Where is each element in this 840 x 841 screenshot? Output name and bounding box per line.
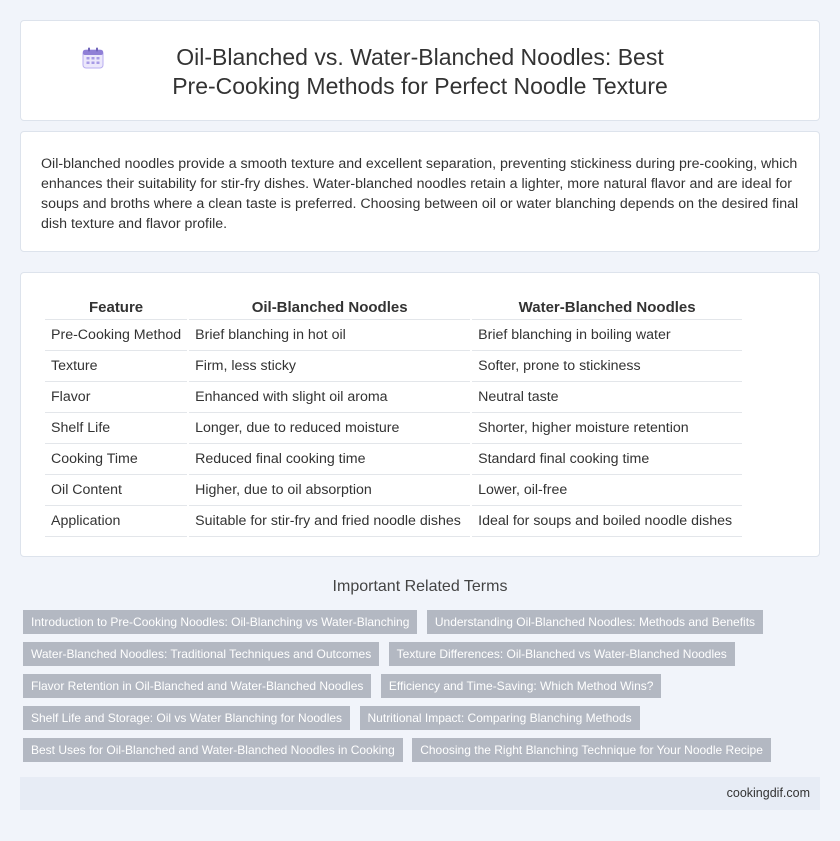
table-row (45, 320, 742, 351)
related-term-tag[interactable]: Efficiency and Time-Saving: Which Method Wins? (381, 674, 662, 698)
table-cell: Lower, oil-free (472, 475, 742, 506)
table-row (45, 444, 742, 475)
table-cell: Higher, due to oil absorption (189, 475, 470, 506)
table-cell: Cooking Time (45, 444, 187, 475)
table-card (20, 272, 820, 557)
related-term-tag[interactable]: Texture Differences: Oil-Blanched vs Water-Blanched Noodles (389, 642, 735, 666)
table-cell: Longer, due to reduced moisture (189, 413, 470, 444)
table-row (45, 475, 742, 506)
page-title: Oil-Blanched vs. Water-Blanched Noodles: Best Pre-Cooking Methods for Perfect Noodle Texture (172, 44, 668, 99)
column-header-oil: Oil-Blanched Noodles (189, 295, 470, 320)
table-cell: Neutral taste (472, 382, 742, 413)
table-cell: Flavor (45, 382, 187, 413)
title-card (20, 20, 820, 121)
table-cell: Softer, prone to stickiness (472, 351, 742, 382)
column-header-feature: Feature (45, 295, 187, 320)
related-term-tag[interactable]: Shelf Life and Storage: Oil vs Water Blanching for Noodles (23, 706, 350, 730)
table-cell: Pre-Cooking Method (45, 320, 187, 351)
summary-card (20, 131, 820, 252)
summary-text: Oil-blanched noodles provide a smooth texture and excellent separation, preventing stickiness during pre-cooking, which enhances their suitability for stir-fry dishes. Water-blanched noodles retain a lighter, more natural flavor and are ideal for soups and broths where a clean taste is preferred. Choosing between oil or water blanching depends on the desired final dish texture and flavor profile. (41, 156, 799, 232)
related-term-tag[interactable]: Understanding Oil-Blanched Noodles: Methods and Benefits (427, 610, 763, 634)
table-row (45, 413, 742, 444)
related-term-tag[interactable]: Nutritional Impact: Comparing Blanching Methods (360, 706, 640, 730)
table-row (45, 382, 742, 413)
table-cell: Application (45, 506, 187, 537)
table-cell: Shelf Life (45, 413, 187, 444)
table-row (45, 351, 742, 382)
table-cell: Reduced final cooking time (189, 444, 470, 475)
table-cell: Brief blanching in hot oil (189, 320, 470, 351)
footer (20, 777, 820, 810)
table-cell: Suitable for stir-fry and fried noodle dishes (189, 506, 470, 537)
table-cell: Standard final cooking time (472, 444, 742, 475)
table-cell: Shorter, higher moisture retention (472, 413, 742, 444)
comparison-table (43, 295, 744, 537)
column-header-water: Water-Blanched Noodles (472, 295, 742, 320)
table-row (45, 506, 742, 537)
related-term-tag[interactable]: Choosing the Right Blanching Technique for Your Noodle Recipe (412, 738, 771, 762)
related-term-tag[interactable]: Best Uses for Oil-Blanched and Water-Blanched Noodles in Cooking (23, 738, 403, 762)
table-cell: Ideal for soups and boiled noodle dishes (472, 506, 742, 537)
table-cell: Oil Content (45, 475, 187, 506)
table-cell: Texture (45, 351, 187, 382)
table-cell: Firm, less sticky (189, 351, 470, 382)
footer-site-link[interactable]: cookingdif.com (726, 786, 810, 800)
table-header-row (45, 295, 742, 320)
related-terms-heading: Important Related Terms (332, 578, 508, 595)
table-cell: Brief blanching in boiling water (472, 320, 742, 351)
related-terms-list (23, 610, 803, 770)
related-term-tag[interactable]: Water-Blanched Noodles: Traditional Techniques and Outcomes (23, 642, 379, 666)
table-cell: Enhanced with slight oil aroma (189, 382, 470, 413)
related-term-tag[interactable]: Introduction to Pre-Cooking Noodles: Oil-Blanching vs Water-Blanching (23, 610, 417, 634)
related-term-tag[interactable]: Flavor Retention in Oil-Blanched and Water-Blanched Noodles (23, 674, 371, 698)
